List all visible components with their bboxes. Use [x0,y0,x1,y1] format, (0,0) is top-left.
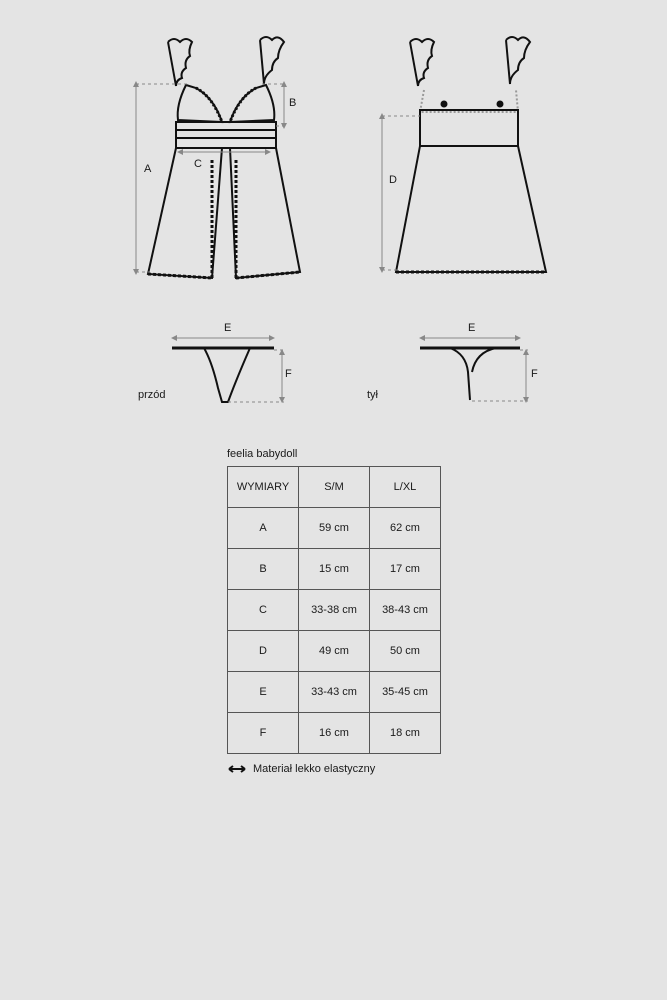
label-e-back: E [468,322,476,334]
double-arrow-icon [227,764,247,774]
label-a: A [144,163,152,175]
header-size-sm: S/M [299,467,370,508]
dimension-cell: D [228,631,299,672]
label-f-front: F [285,368,292,380]
dimension-cell: B [228,549,299,590]
size-lxl-cell: 18 cm [370,713,441,754]
table-row [228,713,441,754]
babydoll-front-drawing [148,37,300,278]
table-row [228,631,441,672]
babydoll-back-drawing [396,37,546,272]
thong-back-drawing [420,348,520,400]
header-dimension: WYMIARY [228,467,299,508]
size-sm-cell: 59 cm [299,508,370,549]
size-sm-cell: 49 cm [299,631,370,672]
size-lxl-cell: 35-45 cm [370,672,441,713]
size-table [227,466,441,754]
label-d: D [389,174,397,186]
label-front-view: przód [138,389,166,401]
legend [227,763,375,775]
thong-front-drawing [172,348,274,402]
size-sm-cell: 33-38 cm [299,590,370,631]
label-c: C [194,158,202,170]
size-sm-cell: 16 cm [299,713,370,754]
table-row [228,508,441,549]
table-row [228,590,441,631]
size-lxl-cell: 50 cm [370,631,441,672]
size-lxl-cell: 17 cm [370,549,441,590]
table-row [228,549,441,590]
size-sm-cell: 33-43 cm [299,672,370,713]
label-b: B [289,97,297,109]
dimension-cell: C [228,590,299,631]
product-name: feelia babydoll [227,448,298,460]
dimension-cell: F [228,713,299,754]
size-lxl-cell: 62 cm [370,508,441,549]
dimension-cell: A [228,508,299,549]
size-lxl-cell: 38-43 cm [370,590,441,631]
size-table-header-row [228,467,441,508]
label-e-front: E [224,322,232,334]
table-row [228,672,441,713]
label-back-view: tył [367,389,378,401]
label-f-back: F [531,368,538,380]
dimension-cell: E [228,672,299,713]
legend-text: Materiał lekko elastyczny [253,763,376,775]
header-size-lxl: L/XL [370,467,441,508]
size-sm-cell: 15 cm [299,549,370,590]
